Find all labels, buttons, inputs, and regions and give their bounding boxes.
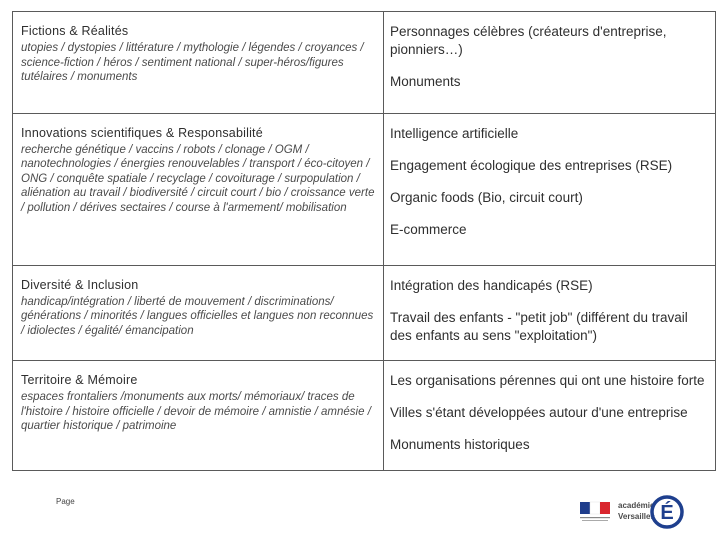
example-item: Personnages célèbres (créateurs d'entreprise, pionniers…) — [390, 24, 667, 57]
academie-word: académie — [618, 501, 655, 510]
category-cell — [13, 265, 384, 360]
category-title: Territoire & Mémoire — [21, 373, 138, 388]
category-keywords: handicap/intégration / liberté de mouvement / discriminations/ générations / minorités / langues officielles et langues non reconnues / idiolectes / égalité/ émancipation — [21, 295, 374, 337]
table-row-territoire — [13, 361, 716, 471]
example-item: Intelligence artificielle — [390, 125, 519, 141]
example-item: E-commerce — [390, 221, 467, 237]
academie-e-letter: É — [660, 502, 674, 524]
category-cell — [13, 361, 384, 471]
page-label: Page — [56, 497, 75, 506]
category-cell — [13, 12, 384, 114]
example-item: Engagement écologique des entreprises (RSE) — [390, 157, 673, 173]
academie-versailles-logo — [618, 497, 682, 527]
category-title: Fictions & Réalités — [21, 24, 129, 38]
examples-cell — [384, 12, 716, 114]
category-title: Diversité & Inclusion — [21, 277, 139, 292]
example-item: Organic foods (Bio, circuit court) — [390, 189, 583, 205]
footer-logos — [578, 486, 688, 532]
examples-cell — [384, 265, 716, 360]
example-item: Intégration des handicapés (RSE) — [390, 277, 593, 293]
versailles-word: Versailles — [618, 512, 655, 521]
category-keywords: recherche génétique / vaccins / robots / clonage / OGM / nanotechnologies / énergies renouvelables / transport / éco-citoyen / ONG / conquête spatiale / recyclage / covoiturage / surpopulation / aliénation au travail / biodiversité / circuit court / bio / croissance verte / pollution / dérives sectaires / course à l'armement/ mobilisation — [21, 143, 375, 214]
category-keywords: espaces frontaliers /monuments aux morts/ mémoriaux/ traces de l'histoire / histoire officielle / devoir de mémoire / amnistie / amnésie / quartier historique / patrimoine — [21, 391, 371, 433]
table-row-innovations — [13, 113, 716, 265]
example-item: Travail des enfants - "petit job" (différent du travail des enfants au sens "exploitation") — [390, 309, 688, 343]
category-keywords: utopies / dystopies / littérature / mythologie / légendes / croyances / science-fiction / héros / sentiment national / super-héros/figures tutélaires / monuments — [21, 42, 364, 83]
table-row-fictions — [13, 12, 716, 114]
examples-cell — [384, 361, 716, 471]
example-item: Monuments — [390, 74, 461, 89]
example-item: Monuments historiques — [390, 437, 530, 453]
example-item: Les organisations pérennes qui ont une histoire forte — [390, 373, 705, 389]
themes-table — [12, 11, 716, 471]
example-item: Villes s'étant développées autour d'une entreprise — [390, 405, 688, 421]
examples-cell — [384, 113, 716, 265]
category-cell — [13, 113, 384, 265]
category-title: Innovations scientifiques & Responsabilité — [21, 125, 263, 140]
table-row-diversite — [13, 265, 716, 360]
republique-francaise-logo — [580, 502, 610, 521]
